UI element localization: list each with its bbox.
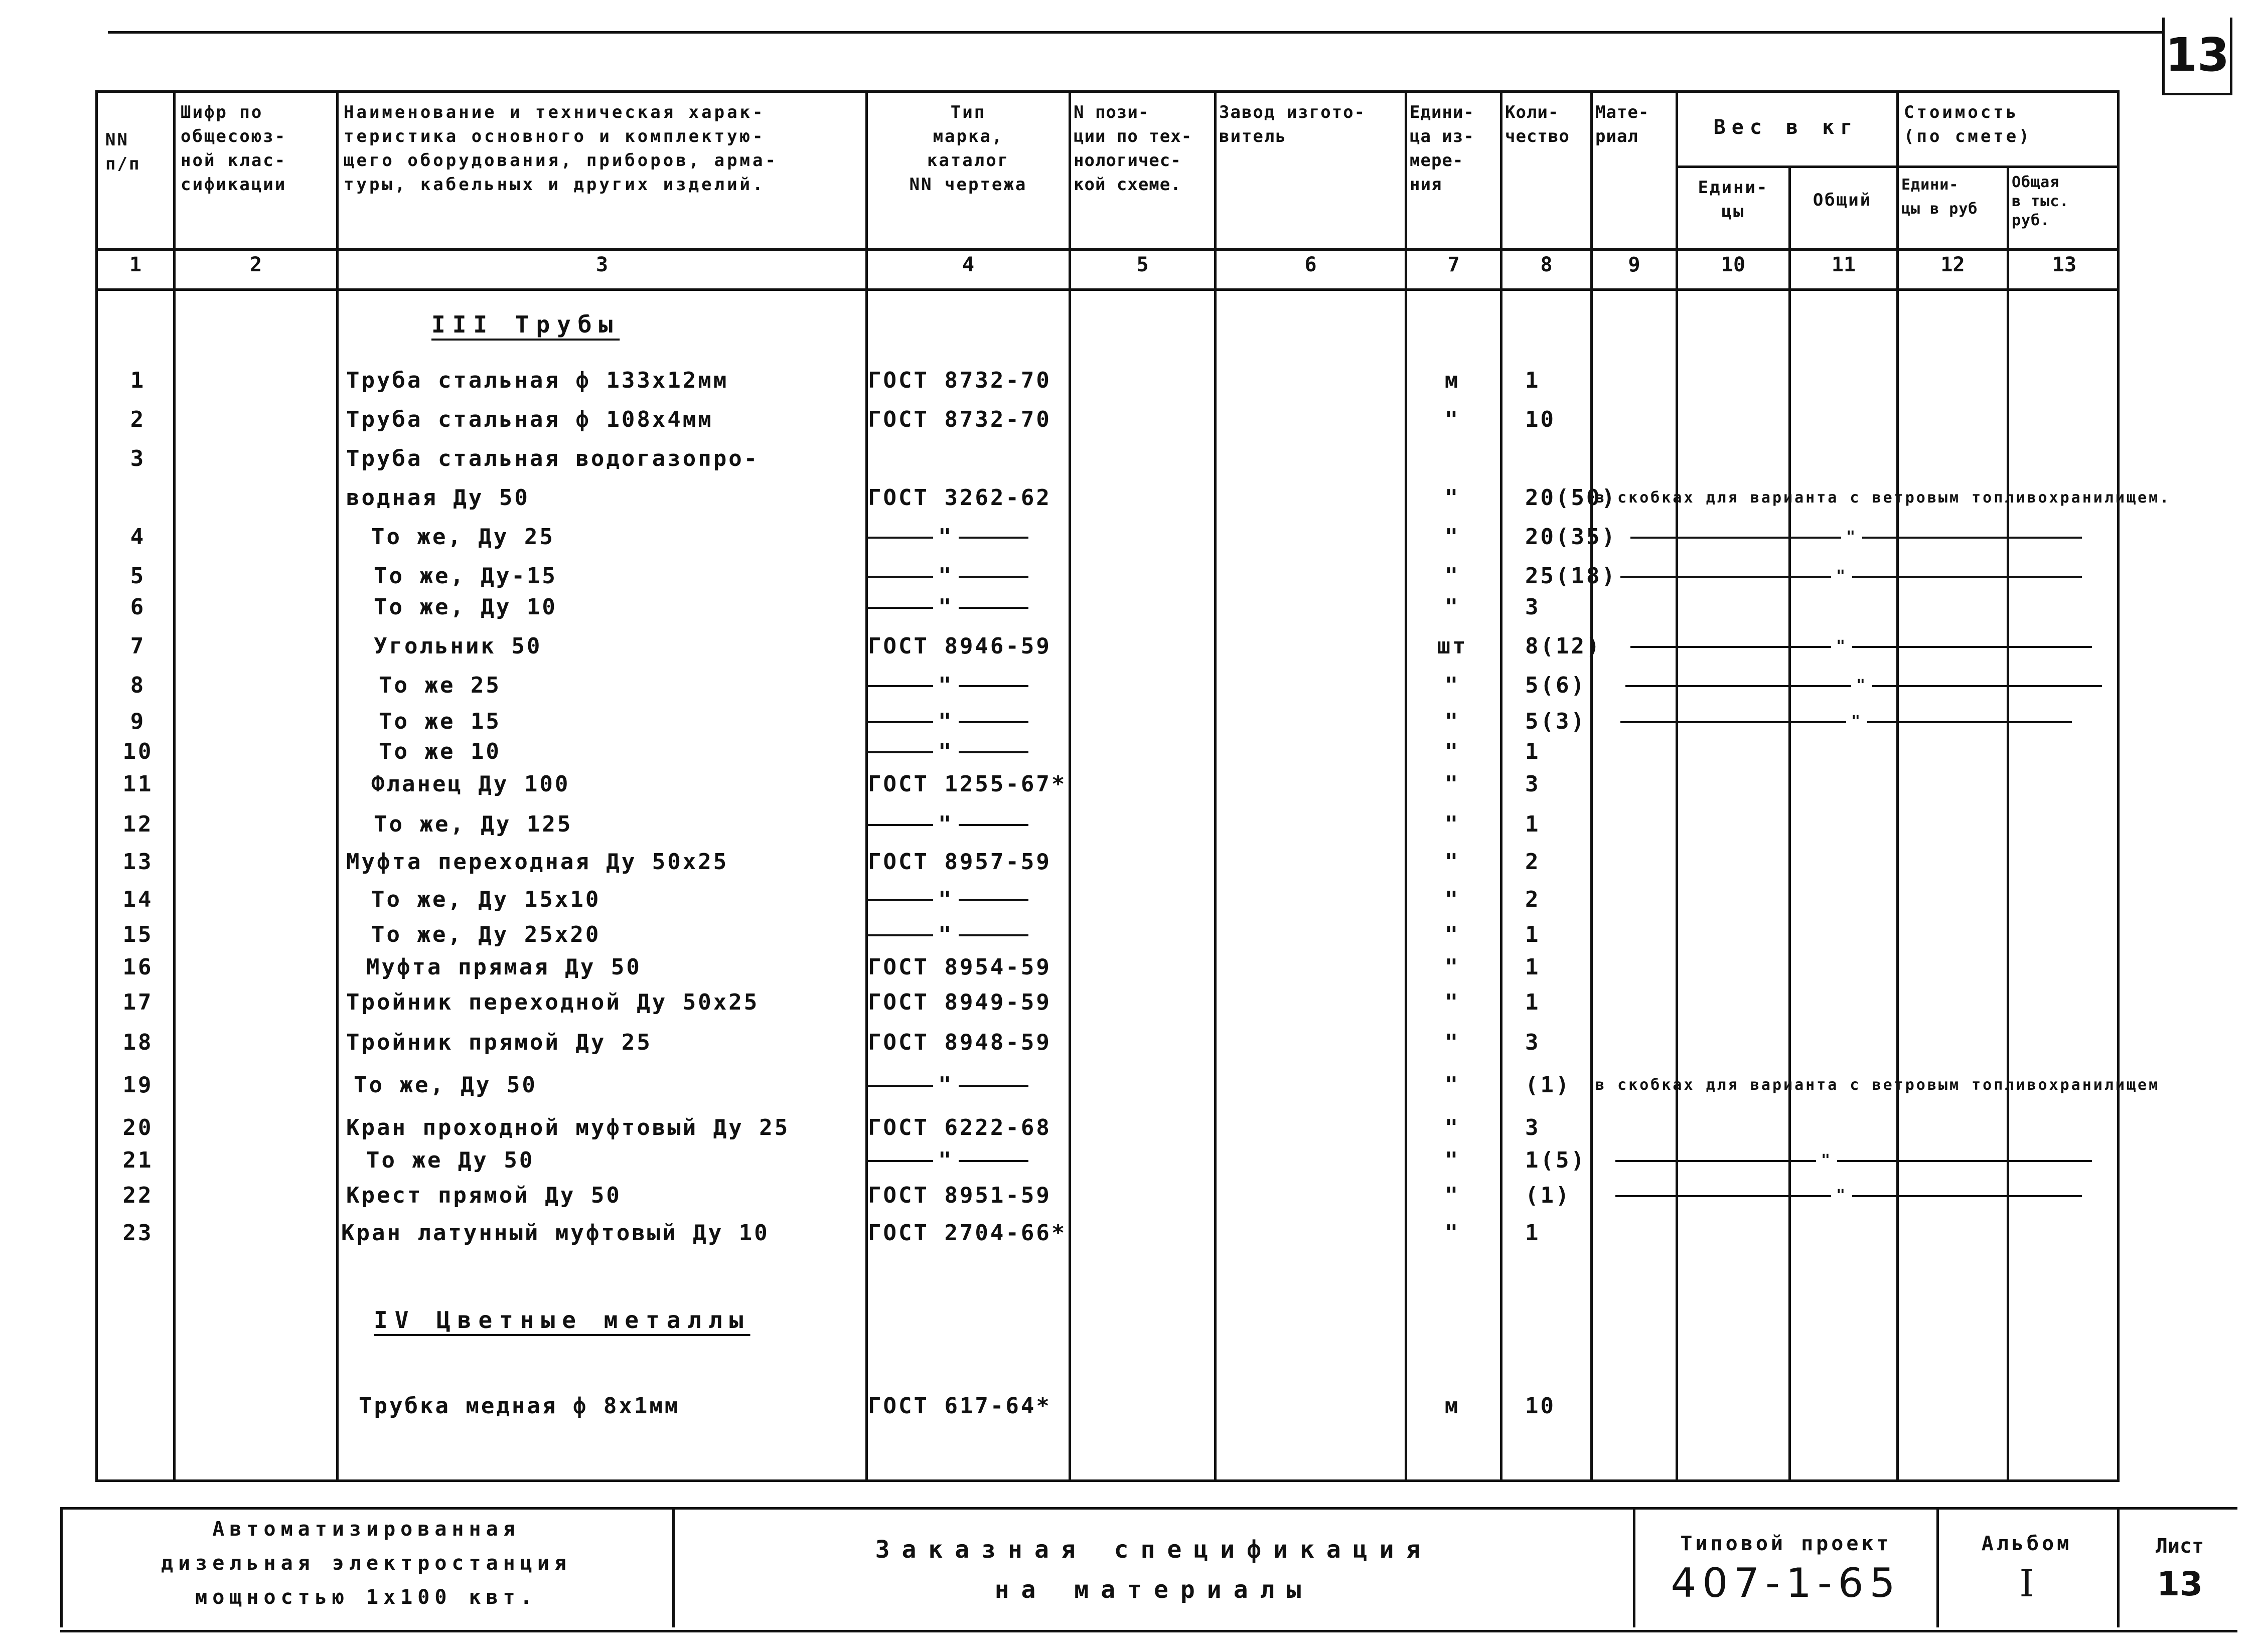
item-qty: 3 xyxy=(1525,1115,1541,1140)
table-row xyxy=(0,518,2258,557)
column-number: 4 xyxy=(962,253,975,276)
column-number: 6 xyxy=(1304,253,1317,276)
table-row xyxy=(0,400,2258,439)
item-gost: ГОСТ 6222-68 xyxy=(868,1115,1051,1140)
row-number: 15 xyxy=(122,922,154,947)
row-number: 11 xyxy=(122,771,154,797)
item-name: То же, Ду 10 xyxy=(374,594,557,620)
title-block-divider xyxy=(2117,1507,2120,1627)
ditto-mark: " xyxy=(933,594,959,620)
item-qty: 3 xyxy=(1525,771,1541,797)
row-number: 9 xyxy=(130,709,146,734)
item-gost: ГОСТ 3262-62 xyxy=(868,485,1051,511)
ditto-mark: " xyxy=(933,811,959,837)
item-name: Кран проходной муфтовый Ду 25 xyxy=(346,1115,790,1140)
ditto-mark: " xyxy=(1816,1151,1837,1169)
title-block-divider xyxy=(672,1507,675,1627)
column-number: 9 xyxy=(1628,253,1640,276)
project-label: Типовой проект xyxy=(1680,1532,1892,1555)
table-row xyxy=(0,880,2258,919)
item-unit: " xyxy=(1444,811,1460,837)
row-number: 21 xyxy=(122,1147,154,1173)
item-unit: " xyxy=(1444,485,1460,511)
header-material: Мате- риал xyxy=(1595,102,1649,146)
item-qty: 8(12) xyxy=(1525,633,1602,659)
object-name: Автоматизированная дизельная электростанция мощностью 1х100 квт. xyxy=(161,1518,571,1609)
item-name: Кран латунный муфтовый Ду 10 xyxy=(341,1220,770,1246)
item-name: Труба стальная ф 108х4мм xyxy=(346,407,713,432)
item-name: То же, Ду 25х20 xyxy=(371,922,601,947)
item-unit: " xyxy=(1444,887,1460,912)
ditto-mark: " xyxy=(933,524,959,550)
ditto-mark: " xyxy=(1831,1187,1852,1204)
section-title: IV Цветные металлы xyxy=(374,1306,750,1334)
item-gost: ГОСТ 8948-59 xyxy=(868,1030,1051,1055)
item-qty: 3 xyxy=(1525,594,1541,620)
table-row xyxy=(0,843,2258,882)
item-qty: 1 xyxy=(1525,922,1541,947)
item-gost: ГОСТ 8946-59 xyxy=(868,633,1051,659)
item-unit: " xyxy=(1444,673,1460,698)
item-qty: 1 xyxy=(1525,739,1541,764)
album-number: I xyxy=(2019,1562,2034,1605)
column-number: 7 xyxy=(1447,253,1460,276)
column-number: 5 xyxy=(1136,253,1149,276)
row-number: 8 xyxy=(130,673,146,698)
item-qty: 1 xyxy=(1525,989,1541,1015)
item-unit: " xyxy=(1444,849,1460,875)
item-qty: 10 xyxy=(1525,407,1556,432)
item-unit: " xyxy=(1444,989,1460,1015)
column-number: 13 xyxy=(2052,253,2077,276)
column-number: 11 xyxy=(1831,253,1856,276)
row-number: 7 xyxy=(130,633,146,659)
header-nn: NN п/п xyxy=(105,130,141,174)
item-name: То же 15 xyxy=(379,709,501,734)
item-unit: " xyxy=(1444,563,1460,589)
item-qty: 1 xyxy=(1525,1220,1541,1246)
item-qty: 2 xyxy=(1525,849,1541,875)
ditto-mark: " xyxy=(1831,567,1852,585)
item-gost: ГОСТ 8951-59 xyxy=(868,1183,1051,1208)
item-unit: " xyxy=(1444,1220,1460,1246)
row-number: 16 xyxy=(122,954,154,980)
row-number: 18 xyxy=(122,1030,154,1055)
row-number: 14 xyxy=(122,887,154,912)
row-number: 10 xyxy=(122,739,154,764)
row-number: 17 xyxy=(122,989,154,1015)
item-gost: ГОСТ 8732-70 xyxy=(868,368,1051,393)
table-row xyxy=(0,439,2258,478)
item-name: То же, Ду 125 xyxy=(374,811,573,837)
item-unit: " xyxy=(1444,954,1460,980)
sheet-number: 13 xyxy=(2157,1565,2203,1603)
table-row xyxy=(0,1066,2258,1105)
item-unit: " xyxy=(1444,524,1460,550)
item-unit: " xyxy=(1444,709,1460,734)
item-unit: " xyxy=(1444,739,1460,764)
table-row xyxy=(0,765,2258,804)
column-number: 8 xyxy=(1540,253,1553,276)
item-name: Муфта переходная Ду 50х25 xyxy=(346,849,729,875)
column-number: 1 xyxy=(129,253,142,276)
ditto-mark: " xyxy=(933,922,959,947)
ditto-mark: " xyxy=(933,1072,959,1098)
item-unit: " xyxy=(1444,1030,1460,1055)
row-number: 1 xyxy=(130,368,146,393)
subheader-cost-total: Общая в тыс. руб. xyxy=(2012,174,2069,229)
item-unit: " xyxy=(1444,922,1460,947)
ditto-mark: " xyxy=(933,1147,959,1173)
item-name: Муфта прямая Ду 50 xyxy=(366,954,642,980)
item-qty: 1(5) xyxy=(1525,1147,1586,1173)
page-number-box xyxy=(2162,18,2232,95)
ditto-mark: " xyxy=(933,673,959,698)
item-gost: ГОСТ 8732-70 xyxy=(868,407,1051,432)
table-body xyxy=(0,361,2258,1314)
item-unit: м xyxy=(1444,1393,1460,1419)
row-number: 6 xyxy=(130,594,146,620)
item-qty: 2 xyxy=(1525,887,1541,912)
ditto-mark: " xyxy=(1846,713,1867,730)
table-row xyxy=(0,1023,2258,1062)
subheader-weight-unit: Едини- цы xyxy=(1698,178,1769,222)
title-block-divider xyxy=(60,1507,63,1627)
item-qty: 1 xyxy=(1525,368,1541,393)
row-number: 22 xyxy=(122,1183,154,1208)
table-row xyxy=(0,627,2258,666)
item-unit: " xyxy=(1444,1072,1460,1098)
ditto-mark: " xyxy=(933,563,959,589)
item-qty: 3 xyxy=(1525,1030,1541,1055)
item-qty: 5(3) xyxy=(1525,709,1586,734)
item-name: Угольник 50 xyxy=(374,633,542,659)
row-number: 20 xyxy=(122,1115,154,1140)
row-number: 2 xyxy=(130,407,146,432)
row-number: 3 xyxy=(130,446,146,471)
item-qty: 10 xyxy=(1525,1393,1556,1419)
item-name: То же, Ду 50 xyxy=(354,1072,537,1098)
header-name: Наименование и техническая харак- теристика основного и комплектую- щего оборудования, приборов, арма- туры, кабельных и других изделий. xyxy=(344,102,778,195)
item-unit: " xyxy=(1444,1183,1460,1208)
colnum-rule xyxy=(95,288,2120,291)
title-block-divider xyxy=(1936,1507,1939,1627)
item-unit: м xyxy=(1444,368,1460,393)
header-type: Тип марка, каталог NN чертежа xyxy=(909,102,1027,195)
item-name: То же, Ду 15х10 xyxy=(371,887,601,912)
item-unit: " xyxy=(1444,594,1460,620)
ditto-mark: " xyxy=(933,739,959,764)
table-row xyxy=(0,1141,2258,1180)
table-row xyxy=(0,1176,2258,1215)
item-name: То же, Ду 25 xyxy=(371,524,555,550)
item-gost: ГОСТ 8957-59 xyxy=(868,849,1051,875)
column-number: 10 xyxy=(1721,253,1746,276)
item-qty: (1) xyxy=(1525,1072,1571,1098)
item-name: То же 25 xyxy=(379,673,501,698)
header-weight: Вес в кг xyxy=(1713,116,1859,139)
item-qty: 1 xyxy=(1525,954,1541,980)
table-row xyxy=(0,1387,2258,1426)
table-row xyxy=(0,588,2258,627)
item-name: То же, Ду-15 xyxy=(374,563,557,589)
ditto-mark: " xyxy=(1841,528,1862,546)
section-title: III Трубы xyxy=(431,311,620,338)
item-unit: " xyxy=(1444,771,1460,797)
item-unit: " xyxy=(1444,1115,1460,1140)
item-name: Крест прямой Ду 50 xyxy=(346,1183,622,1208)
table-row xyxy=(0,805,2258,844)
header-quantity: Коли- чество xyxy=(1505,102,1570,146)
header-position: N пози- ции по тех- нологичес- кой схеме. xyxy=(1074,102,1192,195)
item-unit: " xyxy=(1444,407,1460,432)
table-row xyxy=(0,361,2258,400)
row-number: 13 xyxy=(122,849,154,875)
ditto-mark: " xyxy=(1851,677,1872,694)
item-name: Труба стальная водогазопро- xyxy=(346,446,760,471)
item-name: водная Ду 50 xyxy=(346,485,530,511)
item-name: Трубка медная ф 8х1мм xyxy=(359,1393,680,1419)
ditto-mark: " xyxy=(1831,637,1852,655)
header-cost: Стоимость (по смете) xyxy=(1904,102,2032,146)
column-number: 12 xyxy=(1940,253,1965,276)
item-name: Труба стальная ф 133х12мм xyxy=(346,368,729,393)
item-gost: ГОСТ 617-64* xyxy=(868,1393,1051,1419)
title-block-divider xyxy=(1633,1507,1635,1627)
ditto-mark: " xyxy=(933,887,959,912)
page-number: 13 xyxy=(2165,28,2230,82)
row-number: 4 xyxy=(130,524,146,550)
item-name: То же 10 xyxy=(379,739,501,764)
item-name: То же Ду 50 xyxy=(366,1147,535,1173)
item-note: в скобках для варианта с ветровым топливохранилищем xyxy=(1595,1076,2160,1094)
subheader-cost-unit: Едини- цы в руб xyxy=(1901,176,1978,218)
table-row xyxy=(0,983,2258,1022)
document-title: Заказная спецификация на материалы xyxy=(875,1536,1433,1604)
row-number: 12 xyxy=(122,811,154,837)
sheet-label: Лист xyxy=(2155,1535,2204,1558)
item-qty: (1) xyxy=(1525,1183,1571,1208)
column-number: 2 xyxy=(249,253,262,276)
item-qty: 20(35) xyxy=(1525,524,1617,550)
item-unit: шт xyxy=(1437,633,1468,659)
item-gost: ГОСТ 1255-67* xyxy=(868,771,1067,797)
item-qty: 5(6) xyxy=(1525,673,1586,698)
row-number: 23 xyxy=(122,1220,154,1246)
header-manufacturer: Завод изгото- витель xyxy=(1219,102,1366,146)
item-name: Фланец Ду 100 xyxy=(371,771,570,797)
album-label: Альбом xyxy=(1981,1532,2072,1555)
table-row xyxy=(0,478,2258,518)
item-gost: ГОСТ 8949-59 xyxy=(868,989,1051,1015)
row-number: 19 xyxy=(122,1072,154,1098)
item-note: в скобках для варианта с ветровым топливохранилищем. xyxy=(1595,489,2171,507)
item-name: Тройник прямой Ду 25 xyxy=(346,1030,652,1055)
table-row xyxy=(0,948,2258,987)
project-number: 407-1-65 xyxy=(1671,1560,1901,1606)
table-row xyxy=(0,666,2258,705)
ditto-mark: " xyxy=(933,709,959,734)
top-rule xyxy=(108,31,2162,34)
item-unit: " xyxy=(1444,1147,1460,1173)
item-qty: 20(50) xyxy=(1525,485,1617,511)
header-classifier-code: Шифр по общесоюз- ной клас- сификации xyxy=(181,102,287,195)
item-name: Тройник переходной Ду 50х25 xyxy=(346,989,760,1015)
item-gost: ГОСТ 8954-59 xyxy=(868,954,1051,980)
table-row xyxy=(0,1214,2258,1253)
header-rule xyxy=(95,248,2120,251)
column-number: 3 xyxy=(595,253,609,276)
subheader-weight-total: Общий xyxy=(1813,190,1872,210)
item-qty: 1 xyxy=(1525,811,1541,837)
header-unit: Едини- ца из- мере- ния xyxy=(1410,102,1474,195)
item-gost: ГОСТ 2704-66* xyxy=(868,1220,1067,1246)
row-number: 5 xyxy=(130,563,146,589)
item-qty: 25(18) xyxy=(1525,563,1617,589)
